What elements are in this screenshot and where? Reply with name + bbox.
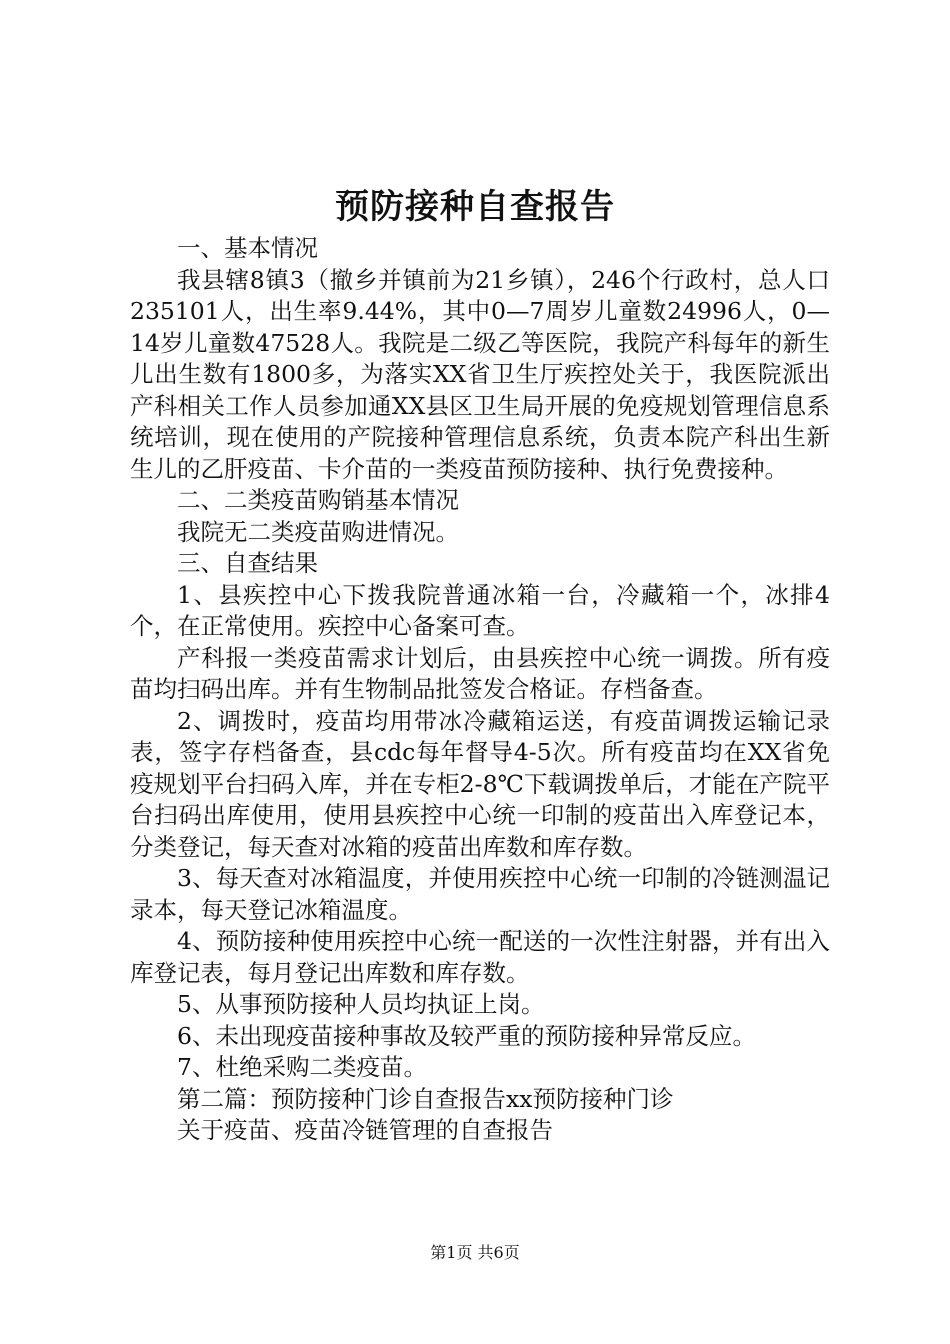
result-item-1: 1、县疾控中心下拨我院普通冰箱一台，冷藏箱一个，冰排4个，在正常使用。疾控中心备案可查。	[130, 580, 830, 640]
paragraph-basic-info: 我县辖8镇3（撤乡并镇前为21乡镇），246个行政村，总人口235101人，出生率9.44%，其中0—7周岁儿童数24996人，0—14岁儿童数47528人。我院是二级乙等医院，我院产科每年的新生儿出生数有1800多，为落实XX省卫生厅疾控处关于，我医院派出产科相关工作人员参加通XX县区卫生局开展的免疫规划管理信息系统培训，现在使用的产院接种管理信息系统，负责本院产科出生新生儿的乙肝疫苗、卡介苗的一类疫苗预防接种、执行免费接种。	[130, 265, 830, 483]
result-item-4: 4、预防接种使用疾控中心统一配送的一次性注射器，并有出入库登记表，每月登记出库数和库存数。	[130, 927, 830, 987]
page-footer: 第1页 共6页	[430, 1243, 520, 1262]
paragraph-class2-info: 我院无二类疫苗购进情况。	[177, 517, 459, 546]
second-article-subtitle: 关于疫苗、疫苗冷链管理的自查报告	[177, 1116, 553, 1144]
section-heading-class2: 二、二类疫苗购销基本情况	[177, 486, 459, 514]
section-heading-results: 三、自查结果	[177, 549, 318, 577]
result-item-3: 3、每天查对冰箱温度，并使用疾控中心统一印制的冷链测温记录本，每天登记冰箱温度。	[130, 864, 830, 924]
second-article-heading: 第二篇：预防接种门诊自查报告xx预防接种门诊	[177, 1084, 674, 1113]
document-body	[130, 233, 830, 1147]
section-heading-basic: 一、基本情况	[177, 234, 318, 262]
result-item-6: 6、未出现疫苗接种事故及较严重的预防接种异常反应。	[177, 1021, 756, 1050]
result-item-7: 7、杜绝采购二类疫苗。	[177, 1053, 427, 1081]
result-item-5: 5、从事预防接种人员均执证上岗。	[177, 990, 545, 1018]
document-title: 预防接种自查报告	[335, 187, 615, 227]
result-item-2: 2、调拨时，疫苗均用带冰冷藏箱运送，有疫苗调拨运输记录表，签字存档备查，县cdc每年督导4-5次。所有疫苗均在XX省免疫规划平台扫码入库，并在专柜2-8℃下载调拨单后，才能在产院平台扫码出库使用，使用县疾控中心统一印制的疫苗出入库登记本，分类登记，每天查对冰箱的疫苗出库数和库存数。	[130, 706, 830, 861]
result-item-1-detail: 产科报一类疫苗需求计划后，由县疾控中心统一调拨。所有疫苗均扫码出库。并有生物制品批签发合格证。存档备查。	[130, 643, 830, 703]
